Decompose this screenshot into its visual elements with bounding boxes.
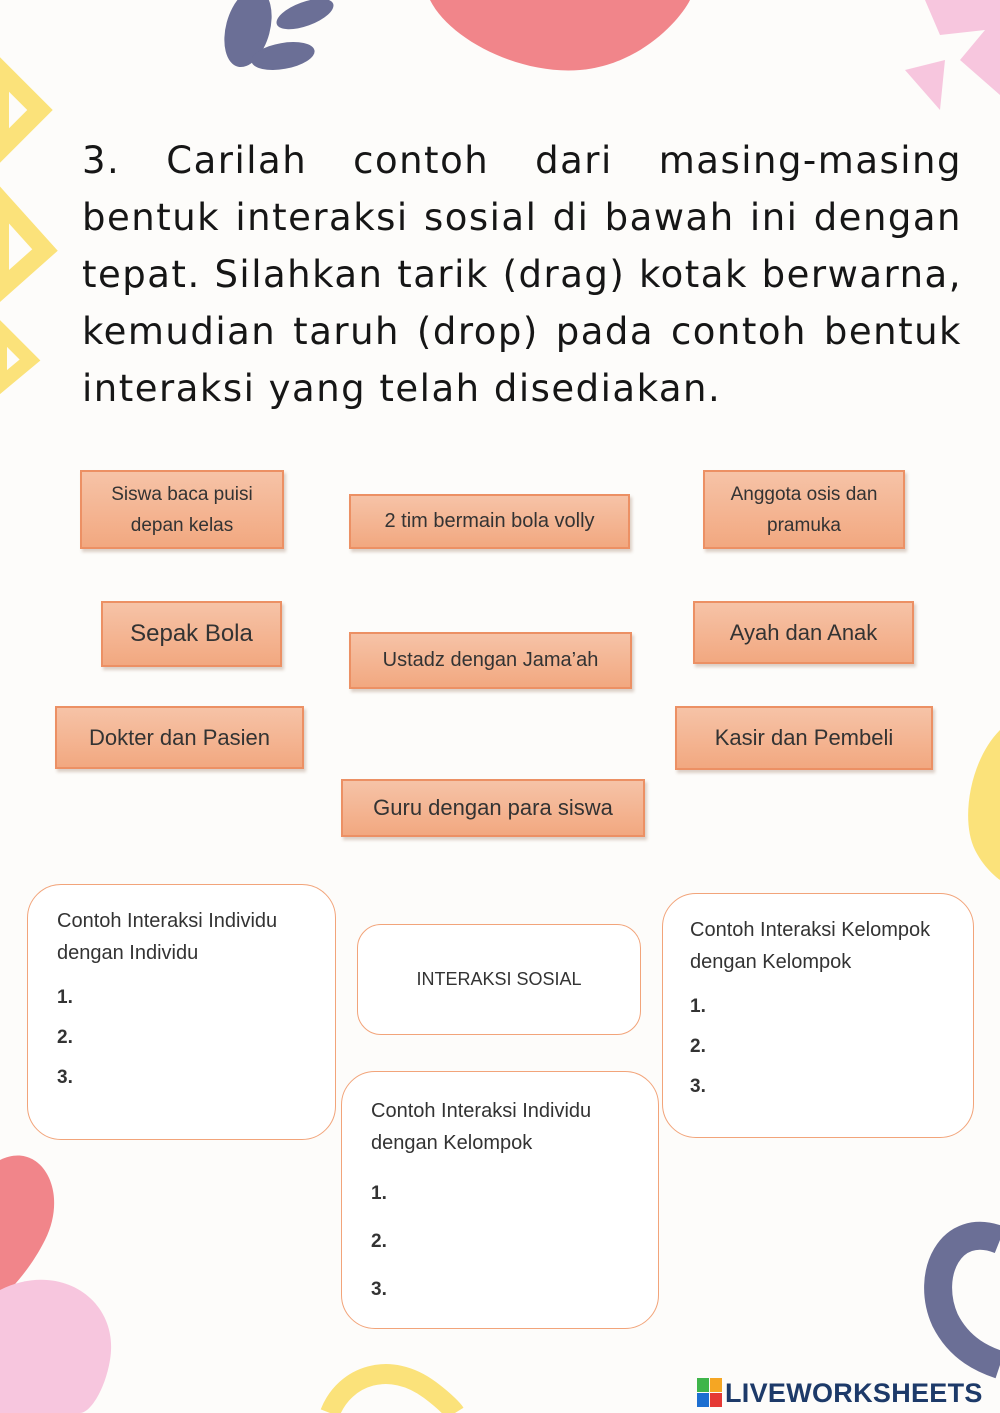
pink-blob-shape (430, 0, 690, 70)
answer-slot-2[interactable]: 2. (690, 1036, 706, 1057)
drop-box-individu-kelompok[interactable] (341, 1071, 659, 1329)
answer-slot-2[interactable]: 2. (57, 1027, 73, 1048)
drop-box-kelompok-kelompok[interactable] (662, 893, 974, 1138)
navy-curve-shape (938, 1236, 1000, 1365)
drag-chip-kasir-pembeli[interactable]: Kasir dan Pembeli (675, 706, 933, 770)
answer-slot-2[interactable]: 2. (371, 1231, 387, 1252)
interaksi-sosial-box (357, 924, 641, 1035)
drag-chip-siswa-baca-puisi[interactable]: Siswa baca puisi depan kelas (80, 470, 284, 549)
center-title: INTERAKSI SOSIAL (416, 969, 582, 989)
pink-heart-shape (0, 1280, 111, 1413)
yellow-triangle-shape (0, 200, 45, 290)
yellow-triangle-shape (0, 330, 30, 385)
yellow-triangle-shape (0, 70, 40, 150)
drop-box-individu-individu[interactable] (27, 884, 336, 1140)
brand-name: LIVEWORKSHEETS (725, 1377, 983, 1408)
answer-slot-3[interactable]: 3. (371, 1279, 387, 1300)
answer-slot-1[interactable]: 1. (57, 987, 73, 1008)
instruction-text: 3. Carilah contoh dari masing-masing bentuk interaksi sosial di bawah ini dengan tepat. Silahkan tarik (drag) kotak berwarna, kemudian taruh (drop) pada contoh bentuk interaksi yang telah disediakan. (82, 139, 962, 410)
answer-slot-3[interactable]: 3. (57, 1067, 73, 1088)
liveworksheets-mark-icon (697, 1378, 723, 1408)
yellow-blob-shape (968, 730, 1000, 880)
drag-chip-ayah-anak[interactable]: Ayah dan Anak (693, 601, 914, 664)
pink-star-shape (905, 0, 1000, 110)
answer-slot-1[interactable]: 1. (371, 1183, 387, 1204)
drag-chip-dokter-pasien[interactable]: Dokter dan Pasien (55, 706, 304, 769)
answer-slot-3[interactable]: 3. (690, 1076, 706, 1097)
drag-chip-guru-para-siswa[interactable]: Guru dengan para siswa (341, 779, 645, 837)
box-title: Contoh Interaksi Kelompok dengan Kelompok (690, 919, 931, 973)
box-title: Contoh Interaksi Individu dengan Kelompok (371, 1100, 592, 1154)
drag-chip-2-tim-bola-volly[interactable]: 2 tim bermain bola volly (349, 494, 630, 549)
yellow-curve-shape (330, 1374, 455, 1413)
navy-leaf-shape (273, 0, 338, 36)
drag-chip-sepak-bola[interactable]: Sepak Bola (101, 601, 282, 667)
pink-heart-shape (0, 1155, 54, 1300)
answer-slot-1[interactable]: 1. (690, 996, 706, 1017)
drag-chip-ustadz-jamaah[interactable]: Ustadz dengan Jama’ah (349, 632, 632, 689)
liveworksheets-logo[interactable] (697, 1376, 983, 1410)
box-title: Contoh Interaksi Individu dengan Individu (57, 910, 278, 964)
drag-chip-anggota-osis-pramuka[interactable]: Anggota osis dan pramuka (703, 470, 905, 549)
